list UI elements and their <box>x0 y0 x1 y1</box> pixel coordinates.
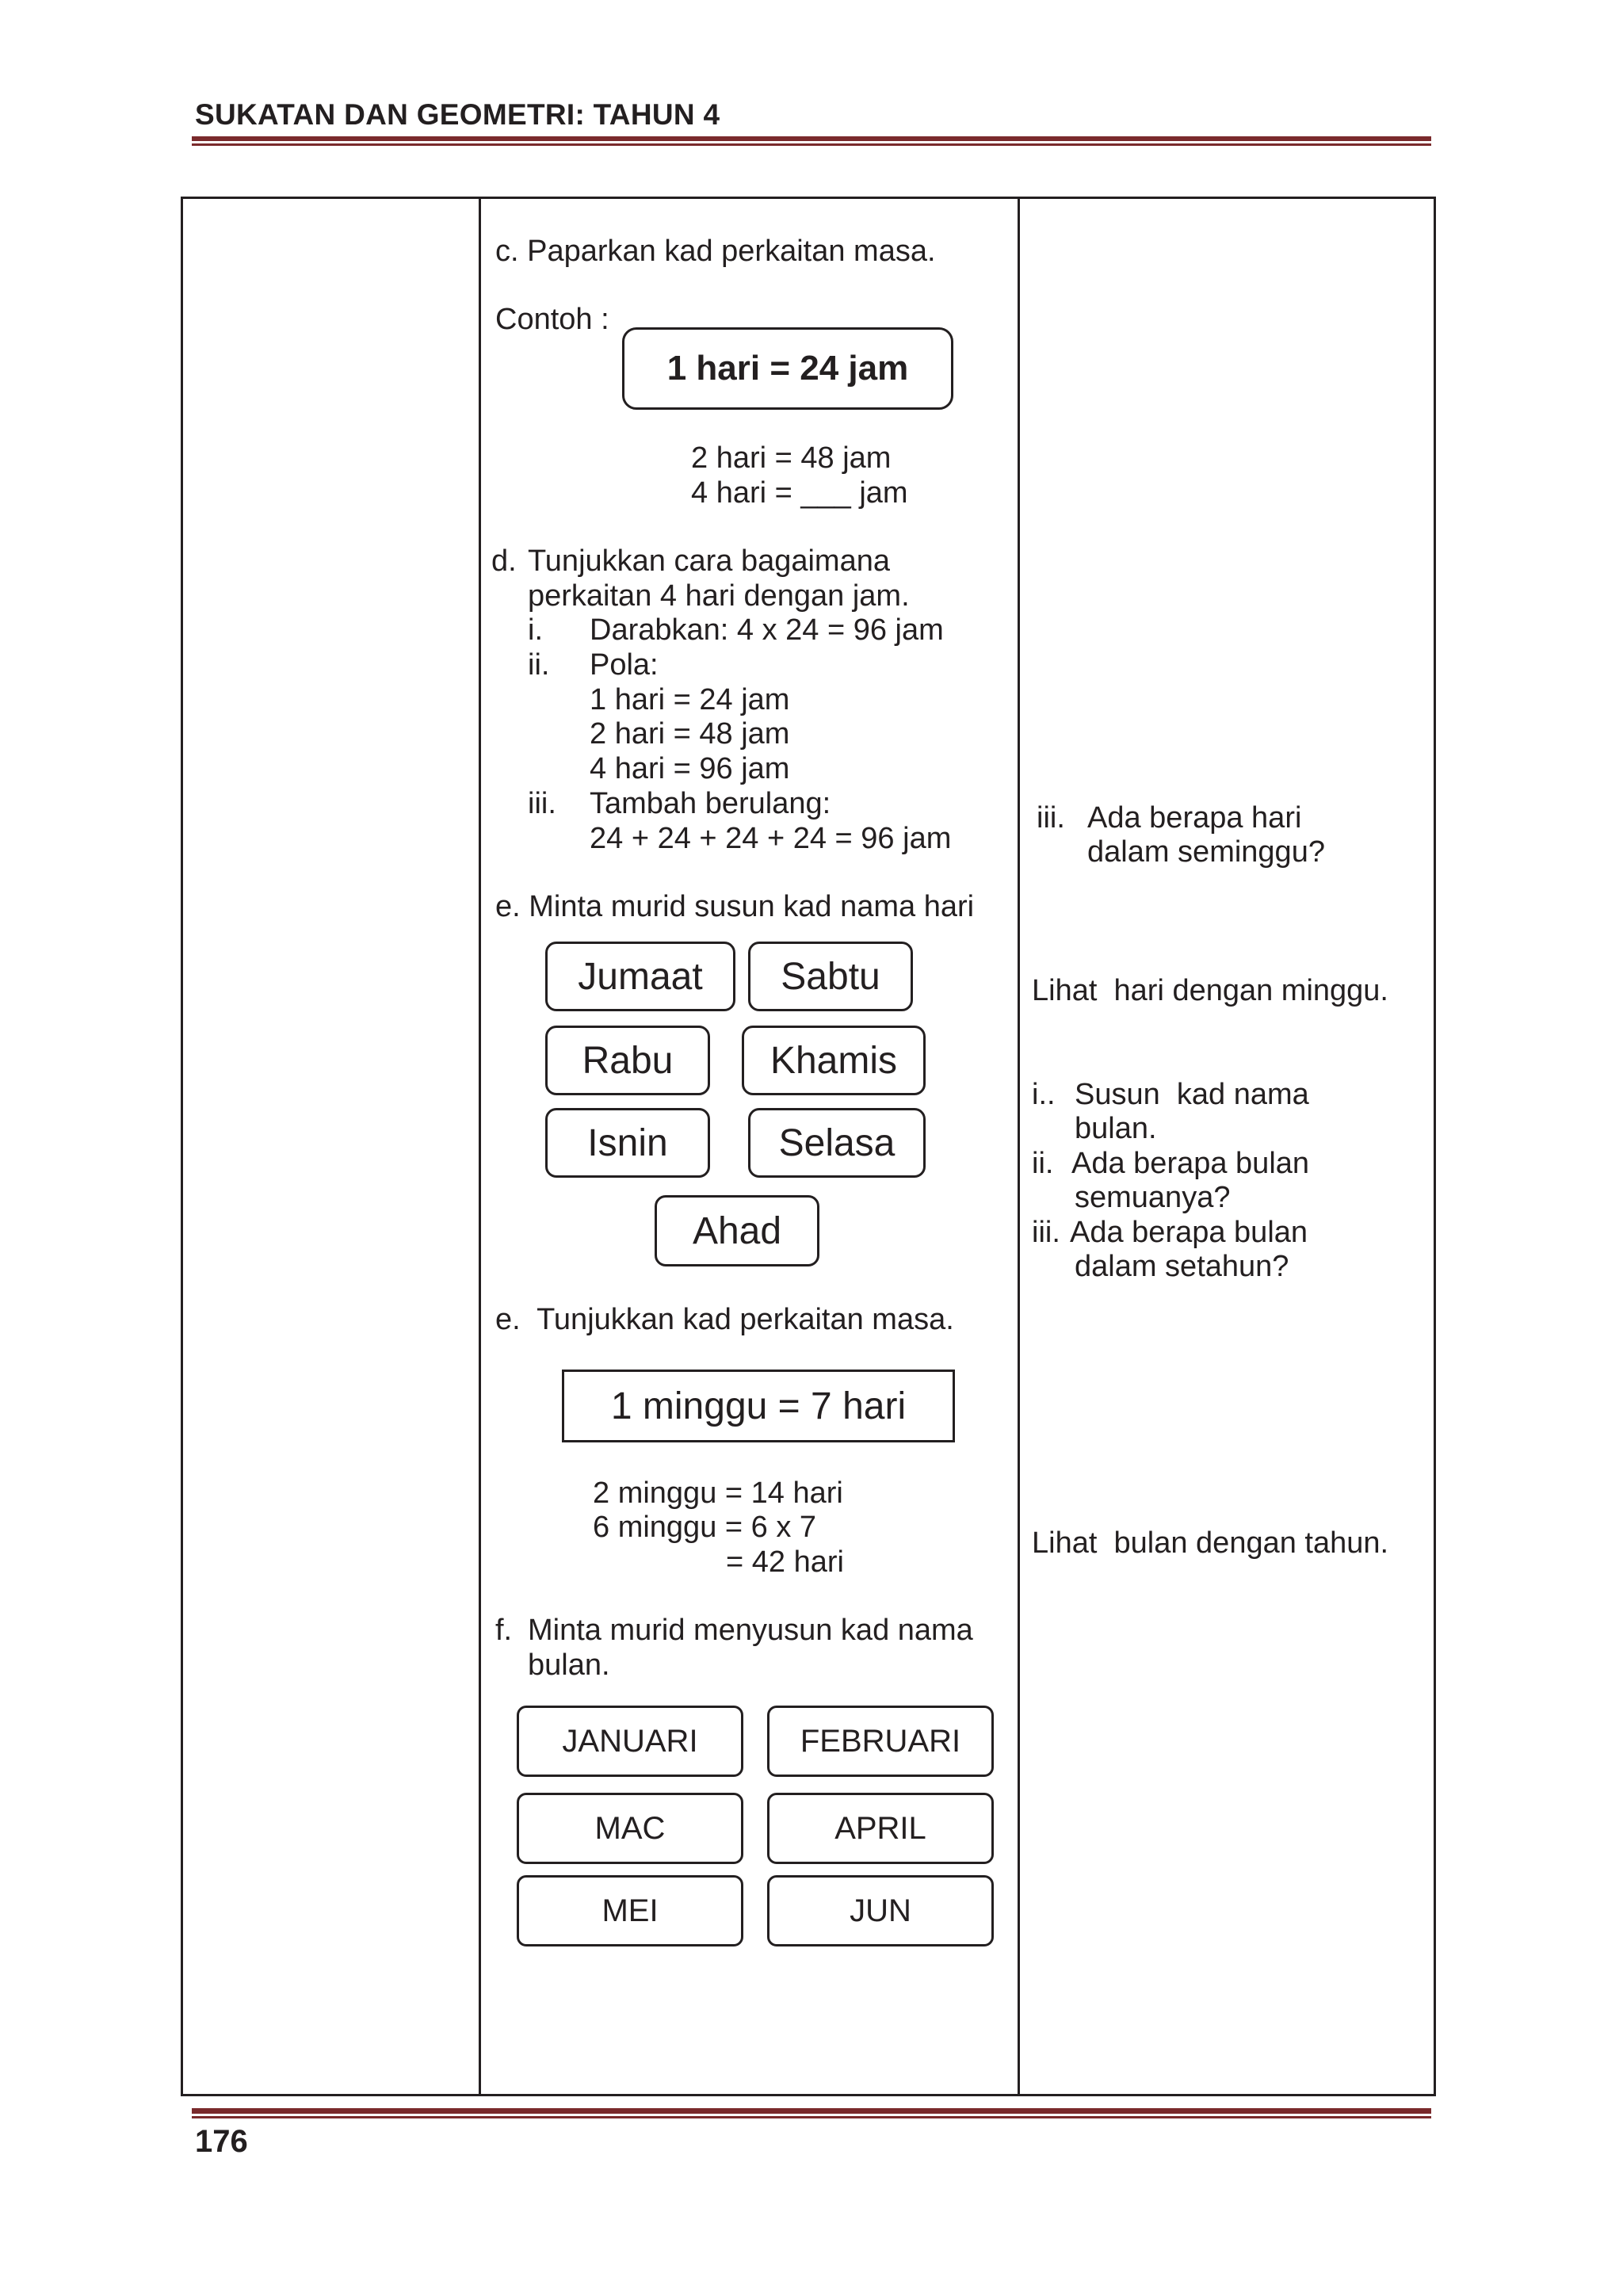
step-e-instruction: e. Minta murid susun kad nama hari <box>495 890 975 923</box>
relation-line: = 42 hari <box>726 1545 844 1579</box>
example-label: Contoh : <box>495 303 609 336</box>
table-divider-1 <box>479 197 481 2096</box>
page-number: 176 <box>195 2124 248 2159</box>
note-text: dalam setahun? <box>1075 1250 1289 1283</box>
footer-rule-thin <box>192 2116 1431 2118</box>
relation-line: 2 minggu = 14 hari <box>593 1477 843 1510</box>
day-card-sabtu: Sabtu <box>748 942 913 1011</box>
relation-line: 2 hari = 48 jam <box>691 441 892 475</box>
note-see-months: Lihat bulan dengan tahun. <box>1032 1526 1389 1560</box>
header-rule <box>192 136 1431 141</box>
step-d-item: 24 + 24 + 24 + 24 = 96 jam <box>590 822 952 855</box>
step-d-item: Tambah berulang: <box>590 787 831 820</box>
step-d-text: perkaitan 4 hari dengan jam. <box>528 579 910 613</box>
time-relation-card-week-day: 1 minggu = 7 hari <box>562 1370 955 1442</box>
step-e2-instruction: e. Tunjukkan kad perkaitan masa. <box>495 1303 954 1336</box>
step-d-num: i. <box>528 613 543 647</box>
note-num: iii. <box>1037 801 1065 835</box>
day-card-selasa: Selasa <box>748 1108 926 1178</box>
day-card-isnin: Isnin <box>545 1108 710 1178</box>
table-divider-2 <box>1018 197 1020 2096</box>
note-num: iii. <box>1032 1216 1060 1249</box>
month-card-februari: FEBRUARI <box>767 1706 994 1777</box>
step-d-item: Darabkan: 4 x 24 = 96 jam <box>590 613 944 647</box>
step-d-item: 1 hari = 24 jam <box>590 683 790 716</box>
note-see-days: Lihat hari dengan minggu. <box>1032 974 1388 1007</box>
step-d-item: 4 hari = 96 jam <box>590 752 790 785</box>
step-f-text: bulan. <box>528 1648 610 1682</box>
note-text: dalam seminggu? <box>1087 835 1325 869</box>
month-card-mei: MEI <box>517 1875 743 1946</box>
note-text: bulan. <box>1075 1112 1157 1145</box>
relation-line: 4 hari = ___ jam <box>691 476 908 510</box>
table-top-border <box>181 197 1436 199</box>
header-rule-thin <box>192 143 1431 146</box>
step-d-text: Tunjukkan cara bagaimana <box>528 544 890 578</box>
note-text: Ada berapa bulan <box>1071 1147 1310 1180</box>
month-card-januari: JANUARI <box>517 1706 743 1777</box>
table-left-border <box>181 197 183 2096</box>
relation-line: 6 minggu = 6 x 7 <box>593 1511 817 1544</box>
note-text: Susun kad nama <box>1075 1078 1309 1111</box>
table-right-border <box>1434 197 1436 2096</box>
day-card-rabu: Rabu <box>545 1026 710 1095</box>
time-relation-card-day-hour: 1 hari = 24 jam <box>622 327 953 410</box>
step-c-instruction: c. Paparkan kad perkaitan masa. <box>495 235 936 268</box>
note-num: i.. <box>1032 1078 1056 1111</box>
month-card-april: APRIL <box>767 1793 994 1864</box>
page-header-title: SUKATAN DAN GEOMETRI: TAHUN 4 <box>195 98 720 131</box>
month-card-mac: MAC <box>517 1793 743 1864</box>
footer-rule <box>192 2108 1431 2114</box>
month-card-jun: JUN <box>767 1875 994 1946</box>
note-num: ii. <box>1032 1147 1054 1180</box>
step-d-num: iii. <box>528 787 556 820</box>
table-bottom-border <box>181 2094 1436 2096</box>
step-f-text: Minta murid menyusun kad nama <box>528 1614 973 1647</box>
step-f-marker: f. <box>495 1614 513 1647</box>
day-card-ahad: Ahad <box>655 1195 819 1266</box>
note-text: semuanya? <box>1075 1181 1231 1214</box>
day-card-khamis: Khamis <box>742 1026 926 1095</box>
step-d-item: Pola: <box>590 648 659 682</box>
note-text: Ada berapa bulan <box>1070 1216 1308 1249</box>
note-text: Ada berapa hari <box>1087 801 1302 835</box>
day-card-jumaat: Jumaat <box>545 942 735 1011</box>
step-d-num: ii. <box>528 648 550 682</box>
step-d-item: 2 hari = 48 jam <box>590 717 790 751</box>
step-d-marker: d. <box>491 544 517 578</box>
